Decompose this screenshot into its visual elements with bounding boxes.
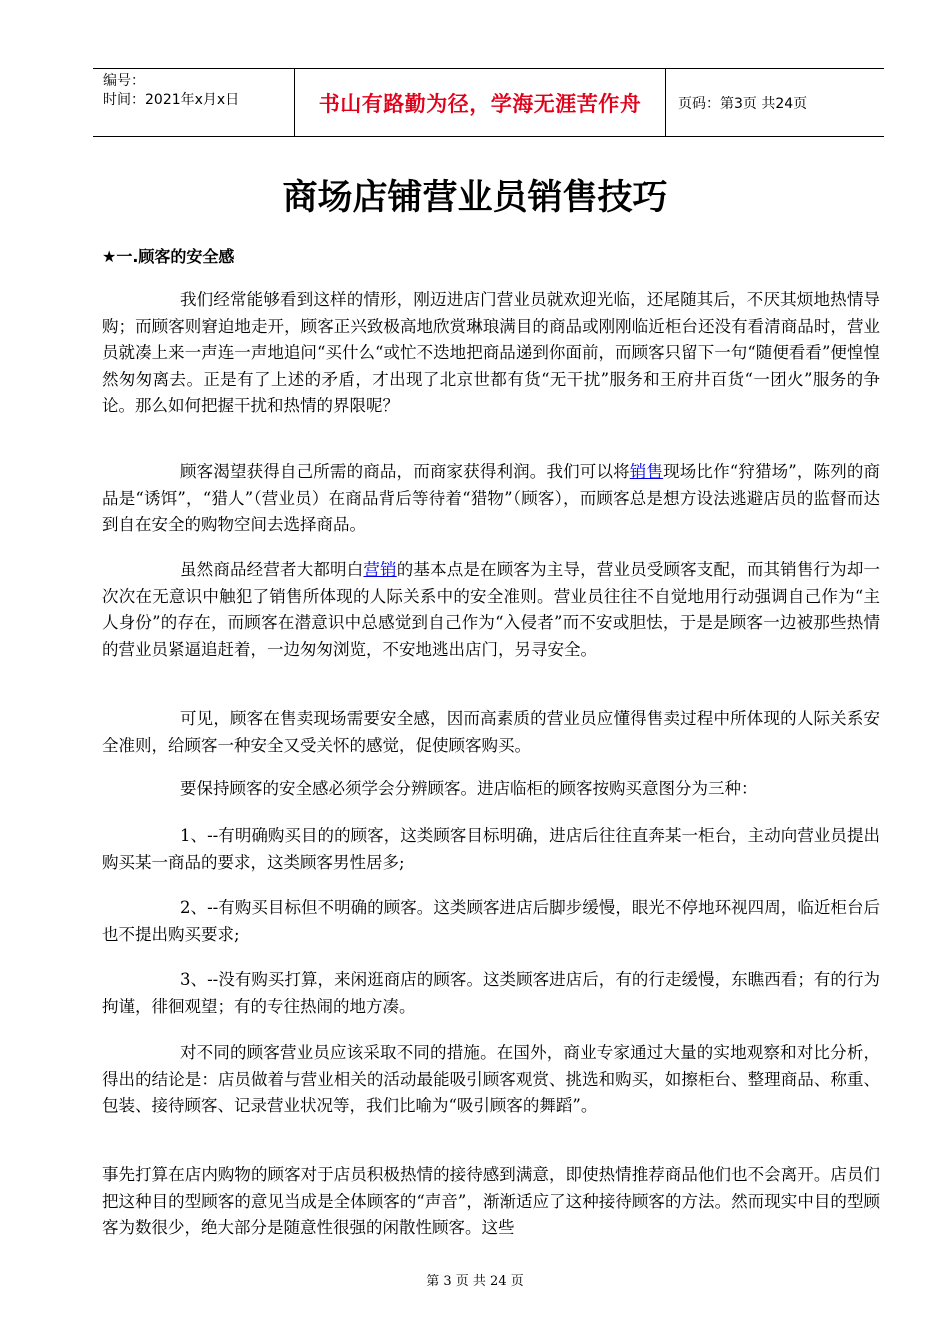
marketing-link[interactable]: 营销 — [363, 560, 397, 579]
paragraph-6: 1、--有明确购买目的的顾客，这类顾客目标明确，进店后往往直奔某一柜台，主动向营业员提出购买某一商品的要求，这类顾客男性居多; — [102, 826, 880, 872]
header-meta — [93, 69, 295, 136]
page-footer: 第 3 页 共 24 页 — [426, 1274, 524, 1289]
paragraph-4: 可见，顾客在售卖现场需要安全感，因而高素质的营业员应懂得售卖过程中所体现的人际关系安全准则，给顾客一种安全又受关怀的感觉，促使顾客购买。 — [102, 709, 880, 755]
document-time-label: 时间：2021年x月x日 — [103, 92, 240, 108]
paragraph-10: 事先打算在店内购物的顾客对于店员积极热情的接待感到满意，即使热情推荐商品他们也不会离开。店员们把这种目的型顾客的意见当成是全体顾客的“声音”，渐渐适应了这种接待顾客的方法。然而现实中目的型顾客为数很少，绝大部分是随意性很强的闲散性顾客。这些 — [102, 1165, 880, 1237]
paragraph-8: 3、--没有购买打算，来闲逛商店的顾客。这类顾客进店后，有的行走缓慢，东瞧西看；有的行为拘谨，徘徊观望；有的专往热闹的地方凑。 — [102, 970, 880, 1016]
document-title: 商场店铺营业员销售技巧 — [282, 178, 668, 218]
header-page-label: 页码：第3页 共24页 — [678, 95, 808, 112]
paragraph-2 — [102, 459, 880, 539]
document-number-label: 编号： — [103, 73, 145, 89]
paragraph-1: 我们经常能够看到这样的情形，刚迈进店门营业员就欢迎光临，还尾随其后，不厌其烦地热情导购；而顾客则窘迫地走开，顾客正兴致极高地欣赏琳琅满目的商品或刚刚临近柜台还没有看清商品时，营业员就凑上来一声连一声地追问“买什么“或忙不迭地把商品递到你面前，而顾客只留下一句“随便看看”便惶惶然匆匆离去。正是有了上述的矛盾，才出现了北京世都有货“无干扰”服务和王府井百货“一团火”服务的争论。那么如何把握干扰和热情的界限呢？ — [102, 290, 880, 415]
paragraph-7: 2、--有购买目标但不明确的顾客。这类顾客进店后脚步缓慢，眼光不停地环视四周，临近柜台后也不提出购买要求; — [102, 898, 880, 944]
paragraph-2-text-a: 顾客渴望获得自己所需的商品，而商家获得利润。我们可以将 — [180, 462, 630, 481]
paragraph-3-text-b: 的基本点是在顾客为主导，营业员受顾客支配，而其销售行为却一次次在无意识中触犯了销售所体现的人际关系中的安全准则。营业员往往不自觉地用行动强调自己作为“主人身份”的存在，而顾客在潜意识中总感觉到自己作为“入侵者”而不安或胆怯，于是是顾客一边被那些热情的营业员紧逼追赶着，一边匆匆浏览，不安地逃出店门，另寻安全。 — [102, 560, 881, 659]
page-header — [93, 68, 884, 137]
paragraph-3-text-a: 虽然商品经营者大都明白 — [180, 560, 364, 579]
paragraph-2-text-b: 现场比作“狩猎场”，陈列的商品是“诱饵”，“猎人”（营业员）在商品背后等待着“猎物”（顾客），而顾客总是想方设法逃避店员的监督而达到自在安全的购物空间去选择商品。 — [102, 462, 881, 534]
paragraph-9: 对不同的顾客营业员应该采取不同的措施。在国外，商业专家通过大量的实地观察和对比分析，得出的结论是：店员做着与营业相关的活动最能吸引顾客观赏、挑选和购买，如擦柜台、整理商品、称重、包装、接待顾客、记录营业状况等，我们比喻为“吸引顾客的舞蹈”。 — [102, 1043, 880, 1115]
paragraph-3 — [102, 557, 880, 663]
header-motto: 书山有路勤为径，学海无涯苦作舟 — [295, 69, 666, 136]
paragraph-5: 要保持顾客的安全感必须学会分辨顾客。进店临柜的顾客按购买意图分为三种： — [180, 779, 758, 798]
sales-link[interactable]: 销售 — [629, 462, 664, 481]
section-heading: ★一.顾客的安全感 — [102, 247, 235, 266]
